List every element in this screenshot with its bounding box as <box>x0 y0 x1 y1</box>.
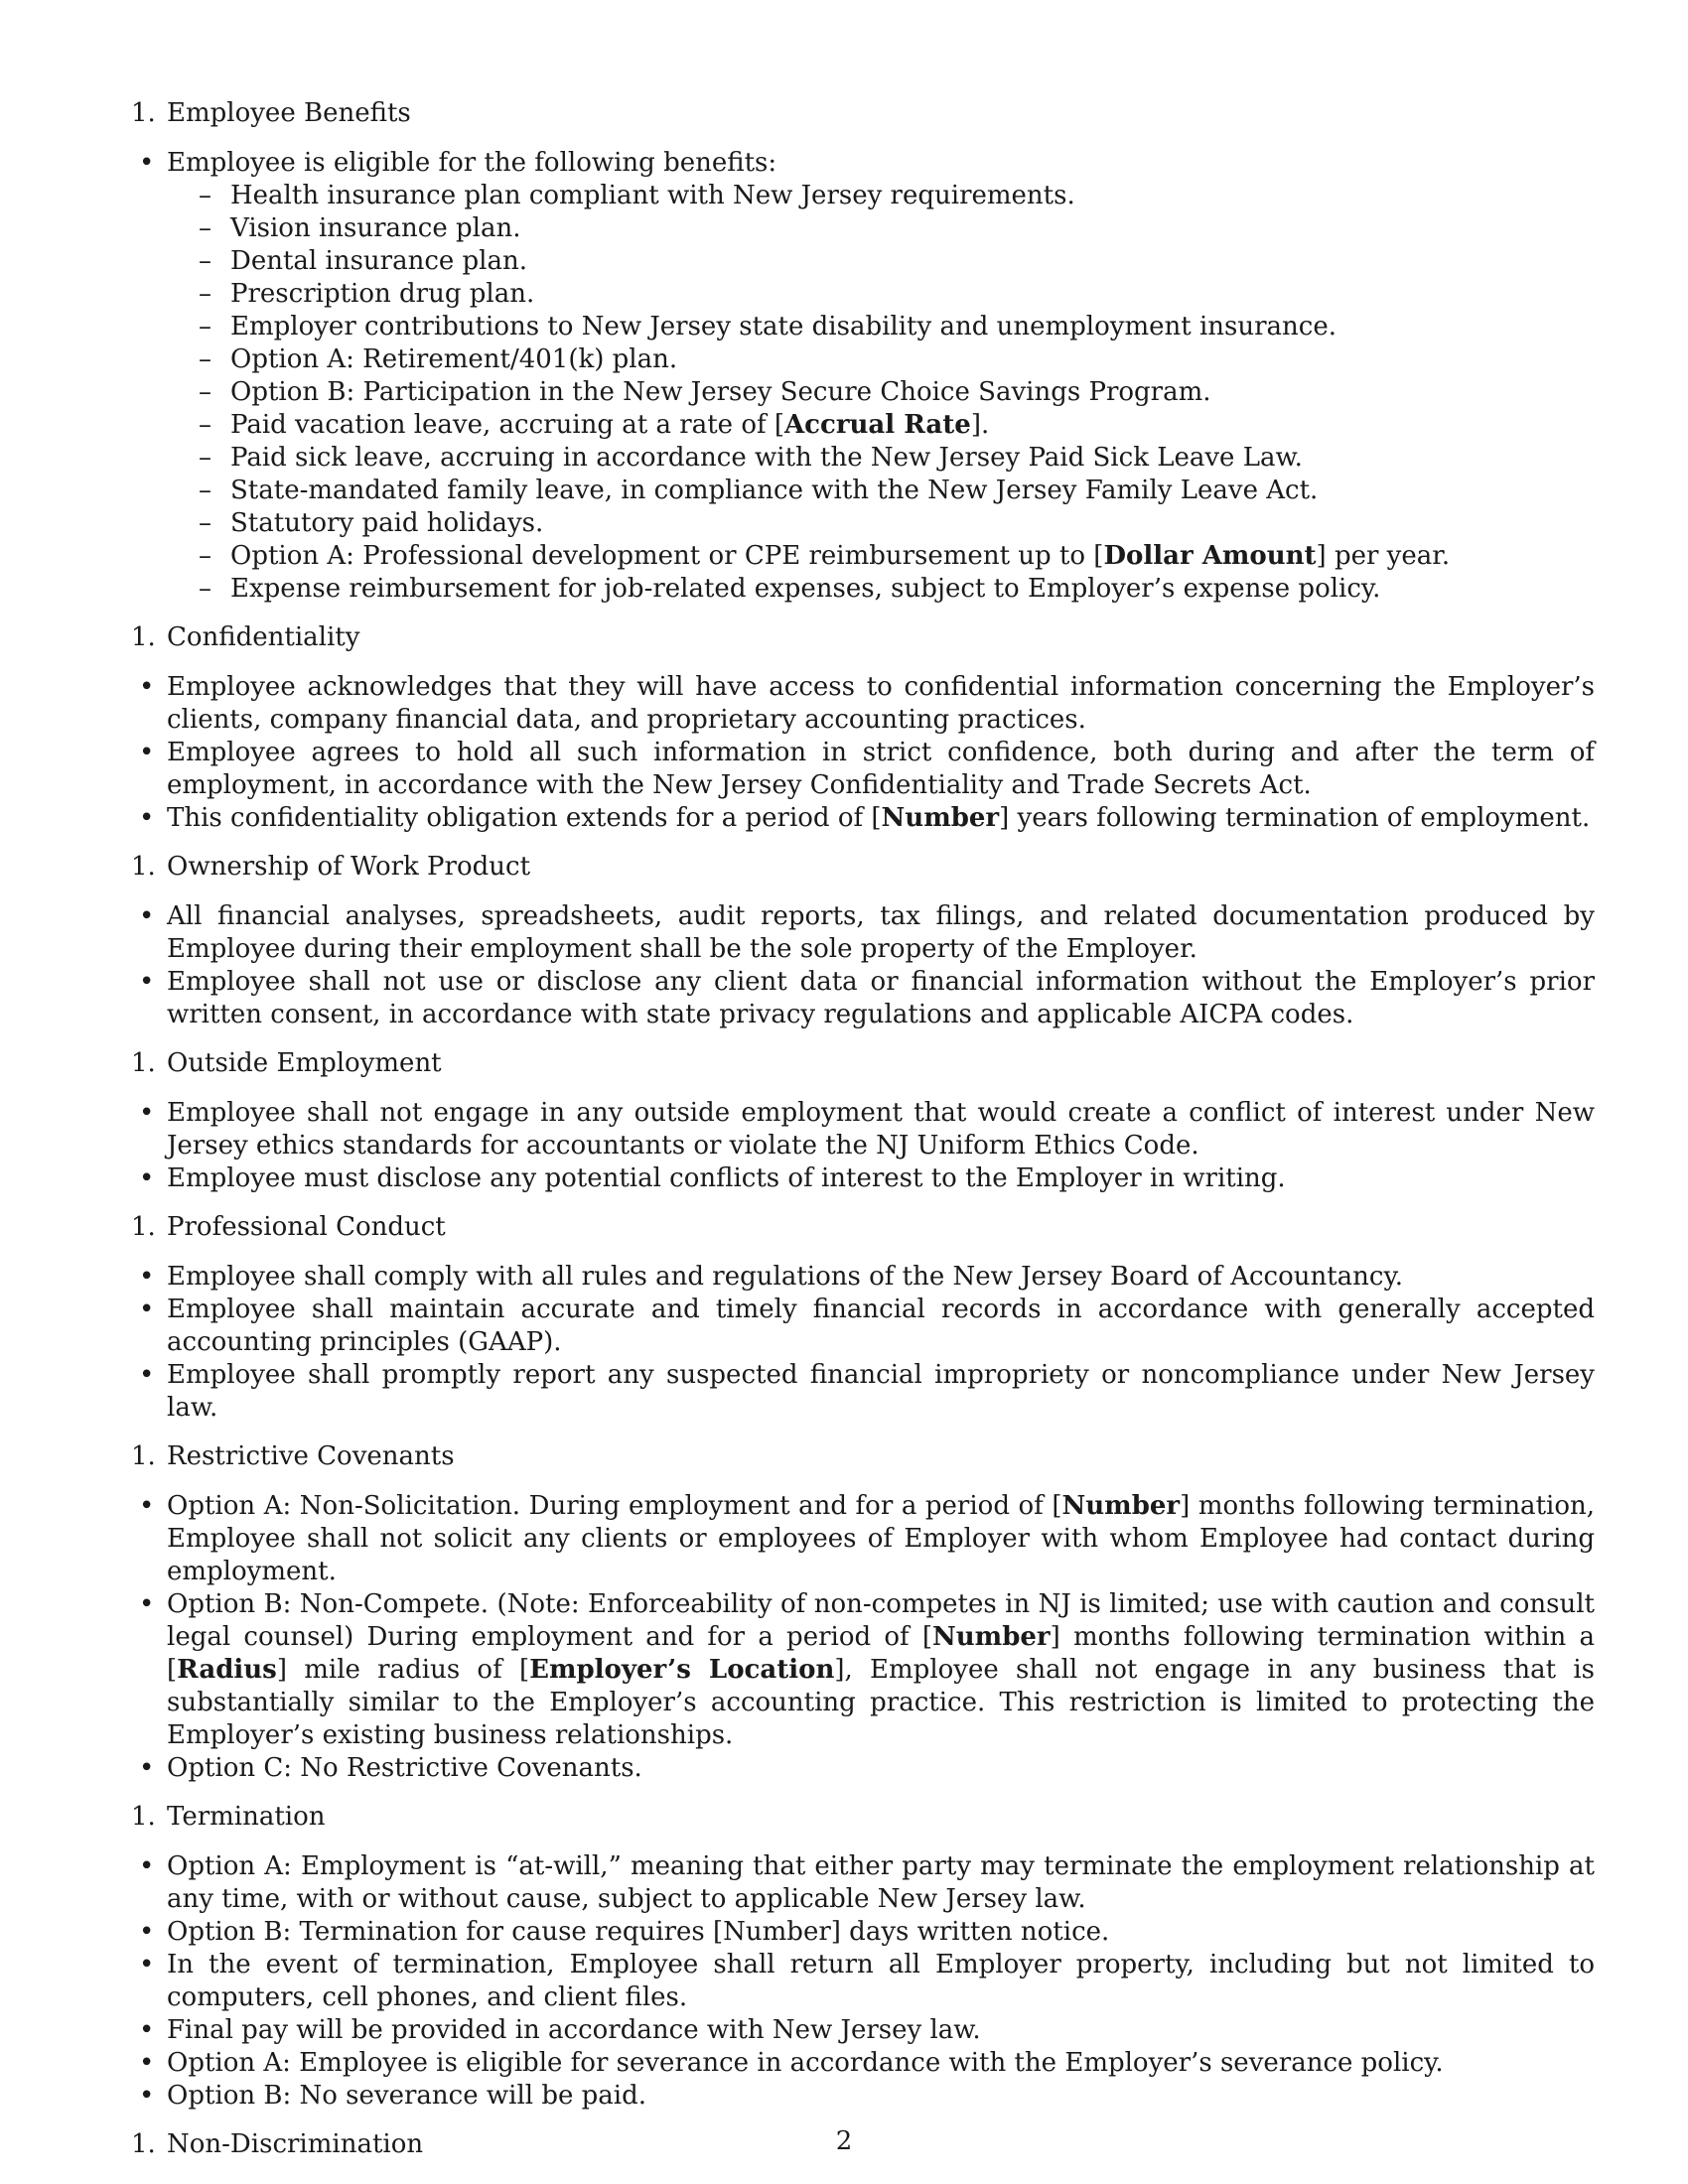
section-heading <box>131 1211 1595 1244</box>
section-title: Professional Conduct <box>167 1212 446 1242</box>
list-item <box>131 1490 1595 1588</box>
placeholder-field: Dollar Amount <box>1103 541 1317 571</box>
bullet-icon: • <box>139 1753 155 1783</box>
section-heading <box>131 621 1595 654</box>
text-run: ], Employee shall not engage in any business that is substantially similar to the Employer’s accounting practice. This restriction is limited to protecting the Employer’s existing business relationships. <box>167 1655 1596 1750</box>
section-ownership-of-work-product <box>131 851 1595 1031</box>
document-body <box>131 97 1595 2178</box>
placeholder-field: Number <box>1061 1491 1181 1521</box>
section-number: 1. <box>131 2129 156 2159</box>
text-run: Employee shall not use or disclose any client data or financial information without the Employer’s prior written consent, in accordance with state privacy regulations and applicable AICPA codes. <box>167 967 1595 1029</box>
section-number: 1. <box>131 622 156 652</box>
text-run: All financial analyses, spreadsheets, audit reports, tax filings, and related documentation produced by Employee during their employment shall be the sole property of the Employer. <box>167 901 1595 964</box>
text-run: ] per year. <box>1316 541 1451 571</box>
section-number: 1. <box>131 852 156 882</box>
section-title: Outside Employment <box>167 1048 442 1078</box>
section-title: Ownership of Work Product <box>167 852 531 882</box>
sub-list-item <box>167 376 1595 409</box>
text-run: Option B: No severance will be paid. <box>167 2081 647 2111</box>
list-item <box>131 737 1595 802</box>
text-run: Employee shall not engage in any outside employment that would create a conflict of interest under New Jersey ethics standards for accountants or violate the NJ Uniform Ethics Code. <box>167 1098 1595 1160</box>
section-heading <box>131 1047 1595 1080</box>
text-run: ] months following termination within a [ <box>167 1622 1595 1685</box>
section-number: 1. <box>131 98 156 128</box>
bullet-icon: • <box>139 2015 155 2045</box>
dash-icon: – <box>199 377 211 407</box>
text-run: Expense reimbursement for job-related expenses, subject to Employer’s expense policy. <box>230 574 1381 604</box>
bullet-list <box>131 1097 1595 1195</box>
bullet-icon: • <box>139 1491 155 1521</box>
bullet-icon: • <box>139 2048 155 2078</box>
section-employee-benefits <box>131 97 1595 606</box>
sub-list-item <box>167 540 1595 573</box>
text-run: In the event of termination, Employee shall return all Employer property, including but not limited to computers, cell phones, and client files. <box>167 1950 1595 2012</box>
list-item <box>131 1162 1595 1195</box>
bullet-icon: • <box>139 1163 155 1193</box>
section-title: Non-Discrimination <box>167 2129 424 2159</box>
sub-list <box>167 180 1595 606</box>
page-number: 2 <box>835 2126 853 2156</box>
text-run: This confidentiality obligation extends for a period of [ <box>167 803 882 833</box>
text-run: Vision insurance plan. <box>230 213 521 243</box>
text-run: Dental insurance plan. <box>230 246 528 276</box>
sub-list-item <box>167 245 1595 278</box>
bullet-list <box>131 1261 1595 1425</box>
placeholder-field: Number <box>932 1622 1051 1652</box>
dash-icon: – <box>199 279 211 309</box>
list-item <box>131 2047 1595 2080</box>
text-run: Option A: Professional development or CPE reimbursement up to [ <box>230 541 1104 571</box>
placeholder-field: Accrual Rate <box>784 410 971 440</box>
list-item <box>131 671 1595 737</box>
list-item <box>131 1261 1595 1294</box>
section-professional-conduct <box>131 1211 1595 1425</box>
section-title: Restrictive Covenants <box>167 1441 455 1471</box>
text-run: Option A: Non-Solicitation. During employment and for a period of [ <box>167 1491 1062 1521</box>
text-run: Option A: Employment is “at-will,” meaning that either party may terminate the employment relationship at any time, with or without cause, subject to applicable New Jersey law. <box>167 1851 1595 1914</box>
bullet-icon: • <box>139 1262 155 1292</box>
bullet-icon: • <box>139 1851 155 1881</box>
dash-icon: – <box>199 541 211 571</box>
list-item <box>131 1294 1595 1359</box>
section-heading <box>131 1440 1595 1473</box>
sub-list-item <box>167 311 1595 343</box>
text-run: Paid sick leave, accruing in accordance with the New Jersey Paid Sick Leave Law. <box>230 443 1303 473</box>
text-run: Employee shall promptly report any suspected financial impropriety or noncompliance under New Jersey law. <box>167 1360 1595 1423</box>
section-restrictive-covenants <box>131 1440 1595 1785</box>
bullet-list <box>131 1490 1595 1785</box>
list-item <box>131 147 1595 606</box>
sub-list-item <box>167 507 1595 540</box>
sub-list-item <box>167 409 1595 442</box>
text-run: Option A: Retirement/401(k) plan. <box>230 344 678 374</box>
bullet-icon: • <box>139 738 155 767</box>
bullet-icon: • <box>139 2081 155 2111</box>
bullet-list <box>131 147 1595 606</box>
text-run: Employee must disclose any potential conflicts of interest to the Employer in writing. <box>167 1163 1286 1193</box>
text-run: Employee shall maintain accurate and timely financial records in accordance with generally accepted accounting principles (GAAP). <box>167 1295 1595 1357</box>
list-item <box>131 1359 1595 1425</box>
dash-icon: – <box>199 312 211 341</box>
section-number: 1. <box>131 1048 156 1078</box>
bullet-icon: • <box>139 1295 155 1324</box>
placeholder-field: Radius <box>177 1655 277 1685</box>
dash-icon: – <box>199 443 211 473</box>
text-run: ] years following termination of employment. <box>999 803 1591 833</box>
section-number: 1. <box>131 1212 156 1242</box>
bullet-icon: • <box>139 672 155 702</box>
text-run: Statutory paid holidays. <box>230 508 544 538</box>
sub-list-item <box>167 180 1595 212</box>
list-item <box>131 1752 1595 1785</box>
bullet-icon: • <box>139 967 155 997</box>
text-run: Prescription drug plan. <box>230 279 535 309</box>
section-number: 1. <box>131 1441 156 1471</box>
bullet-icon: • <box>139 803 155 833</box>
text-run: Health insurance plan compliant with New Jersey requirements. <box>230 181 1075 210</box>
section-title: Confidentiality <box>167 622 360 652</box>
dash-icon: – <box>199 476 211 505</box>
section-termination <box>131 1801 1595 2113</box>
section-heading <box>131 851 1595 884</box>
sub-list-item <box>167 278 1595 311</box>
dash-icon: – <box>199 344 211 374</box>
text-run: ] months following termination, Employee shall not solicit any clients or employees of Employer with whom Employee had contact during employment. <box>167 1491 1595 1586</box>
bullet-icon: • <box>139 901 155 931</box>
list-item <box>131 1916 1595 1949</box>
section-heading <box>131 1801 1595 1834</box>
section-title: Employee Benefits <box>167 98 411 128</box>
list-item <box>131 900 1595 966</box>
bullet-icon: • <box>139 1098 155 1128</box>
list-item <box>131 966 1595 1031</box>
text-run: Employee agrees to hold all such information in strict confidence, both during and after the term of employment, in accordance with the New Jersey Confidentiality and Trade Secrets Act. <box>167 738 1595 800</box>
dash-icon: – <box>199 213 211 243</box>
text-run: Option B: Participation in the New Jersey Secure Choice Savings Program. <box>230 377 1211 407</box>
text-run: Final pay will be provided in accordance with New Jersey law. <box>167 2015 981 2045</box>
section-heading <box>131 97 1595 130</box>
section-confidentiality <box>131 621 1595 835</box>
list-item <box>131 1949 1595 2014</box>
text-run: Employee acknowledges that they will have access to confidential information concerning the Employer’s clients, company financial data, and proprietary accounting practices. <box>167 672 1595 735</box>
text-run: Employer contributions to New Jersey state disability and unemployment insurance. <box>230 312 1336 341</box>
dash-icon: – <box>199 246 211 276</box>
bullet-icon: • <box>139 1360 155 1390</box>
placeholder-field: Number <box>881 803 1000 833</box>
text-run: State-mandated family leave, in compliance with the New Jersey Family Leave Act. <box>230 476 1319 505</box>
dash-icon: – <box>199 181 211 210</box>
text-run: Option B: Non-Compete. (Note: Enforceability of non-competes in NJ is limited; use with caution and consult legal counsel) During employment and for a period of [ <box>167 1589 1595 1652</box>
sub-list-item <box>167 212 1595 245</box>
placeholder-field: Employer’s Location <box>529 1655 835 1685</box>
list-item <box>131 2014 1595 2047</box>
bullet-list <box>131 671 1595 835</box>
text-run: Option B: Termination for cause requires [Number] days written notice. <box>167 1917 1110 1947</box>
section-outside-employment <box>131 1047 1595 1195</box>
list-item-text: Employee is eligible for the following benefits: <box>167 148 777 178</box>
section-number: 1. <box>131 1802 156 1832</box>
list-item <box>131 1588 1595 1752</box>
sub-list-item <box>167 475 1595 507</box>
text-run: Employee shall comply with all rules and regulations of the New Jersey Board of Accountancy. <box>167 1262 1403 1292</box>
dash-icon: – <box>199 410 211 440</box>
bullet-list <box>131 1850 1595 2113</box>
section-title: Termination <box>167 1802 326 1832</box>
list-item <box>131 1097 1595 1162</box>
text-run: ] mile radius of [ <box>276 1655 530 1685</box>
dash-icon: – <box>199 508 211 538</box>
bullet-icon: • <box>139 1950 155 1979</box>
sub-list-item <box>167 343 1595 376</box>
text-run: Paid vacation leave, accruing at a rate of [ <box>230 410 784 440</box>
sub-list-item <box>167 442 1595 475</box>
sub-list-item <box>167 573 1595 606</box>
list-item <box>131 1850 1595 1916</box>
list-item <box>131 2080 1595 2113</box>
dash-icon: – <box>199 574 211 604</box>
bullet-icon: • <box>139 148 155 178</box>
bullet-list <box>131 900 1595 1031</box>
text-run: Option C: No Restrictive Covenants. <box>167 1753 642 1783</box>
bullet-icon: • <box>139 1589 155 1619</box>
bullet-icon: • <box>139 1917 155 1947</box>
text-run: Option A: Employee is eligible for severance in accordance with the Employer’s severance policy. <box>167 2048 1444 2078</box>
list-item <box>131 802 1595 835</box>
text-run: ]. <box>970 410 990 440</box>
